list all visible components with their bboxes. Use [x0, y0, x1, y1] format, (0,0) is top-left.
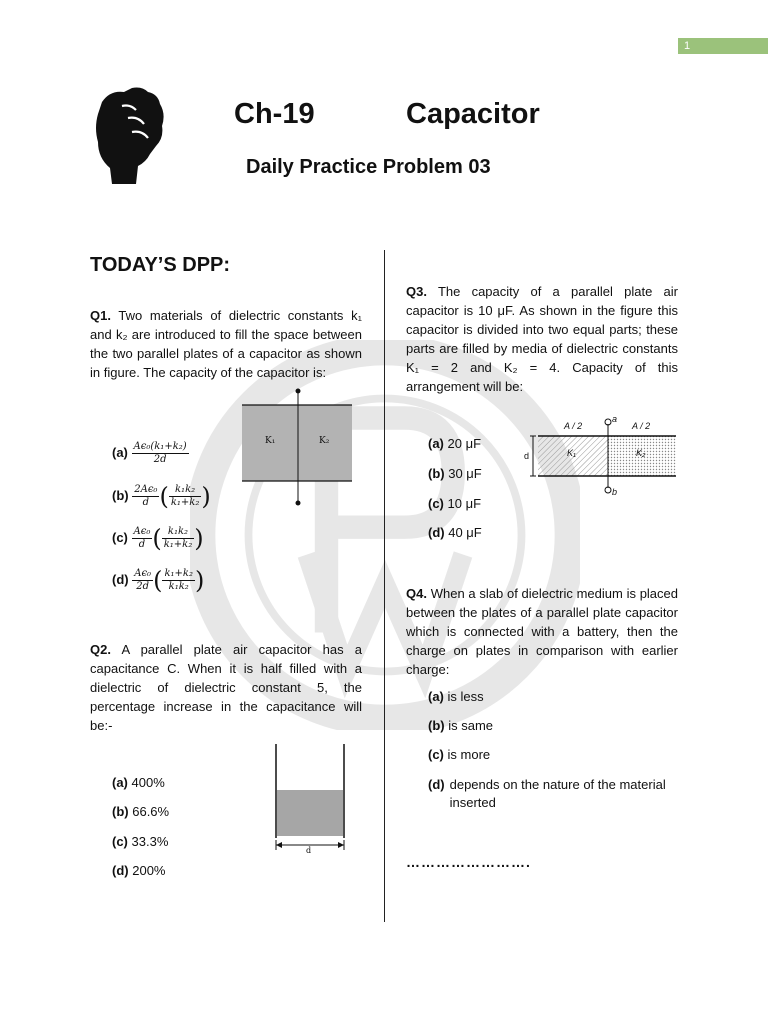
q1-option-b-label: (b) — [112, 487, 129, 503]
q1-option-d-label: (d) — [112, 571, 129, 587]
q4-option-c-label: (c) — [428, 747, 444, 762]
question-4-number: Q4. — [406, 586, 427, 601]
q3-option-d-label: (d) — [428, 525, 445, 540]
q1-figure-label-k2: K₂ — [319, 436, 330, 446]
q3-option-b-text: 30 μF — [448, 466, 482, 481]
question-2 — [90, 640, 362, 735]
column-divider — [384, 250, 385, 922]
q1-option-a-numerator: Aϵ₀(k₁+k₂) — [133, 441, 187, 452]
q2-option-d[interactable] — [112, 862, 165, 880]
q1-option-b[interactable]: (b) $\frac{\text{2Aϵ₀}}{d}$ ( $\frac{\text{k₁k₂}}{\text{k₁+k₂}}$ ) — [112, 482, 211, 511]
q3-figure — [520, 414, 680, 502]
q1-option-c-numerator: k₁k₂ — [162, 526, 195, 539]
q3-figure-label-half-left: A / 2 — [564, 421, 583, 431]
question-4 — [406, 584, 678, 679]
q3-option-d[interactable] — [428, 524, 482, 542]
q4-option-b[interactable] — [428, 717, 493, 735]
q4-option-d[interactable] — [428, 776, 682, 812]
q1-option-d-coef-num: Aϵ₀ — [134, 568, 152, 579]
q3-option-b[interactable] — [428, 465, 482, 483]
q1-option-a-label: (a) — [112, 444, 128, 460]
q1-option-d-denominator: k₁k₂ — [168, 581, 189, 592]
q2-option-a[interactable] — [112, 774, 165, 792]
q4-option-a-label: (a) — [428, 689, 444, 704]
q2-option-b[interactable] — [112, 803, 169, 821]
q3-figure-label-a: a — [612, 414, 618, 424]
q2-option-c-text: 33.3% — [131, 834, 169, 849]
question-1 — [90, 306, 362, 382]
q3-figure-label-d: d — [524, 451, 530, 461]
q1-option-a-denominator: 2d — [153, 454, 167, 465]
q2-option-d-text: 200% — [132, 863, 166, 878]
fist-logo-icon — [92, 84, 166, 186]
q3-figure-label-half-right: A / 2 — [632, 421, 651, 431]
q1-option-b-denominator: k₁+k₂ — [170, 497, 200, 508]
q1-option-d[interactable]: (d) $\frac{\text{Aϵ₀}}{2d}$ ( $\frac{\text{k₁+k₂}}{\text{k₁k₂}}$ ) — [112, 566, 205, 595]
q1-option-a[interactable] — [112, 441, 189, 466]
question-2-text: A parallel plate air capacitor has a capacitance C. When it is half filled with a dielectric of dielectric constant 5, the percentage increase in the capacitance will be:- — [90, 642, 362, 733]
q1-option-c[interactable]: (c) $\frac{\text{Aϵ₀}}{d}$ ( $\frac{\text{k₁k₂}}{\text{k₁+k₂}}$ ) — [112, 524, 204, 553]
q2-option-a-label: (a) — [112, 775, 128, 790]
q3-figure-label-k1: K₁ — [567, 448, 576, 458]
q3-option-c-label: (c) — [428, 496, 444, 511]
chapter-title: Capacitor — [406, 98, 540, 130]
q3-option-a-label: (a) — [428, 436, 444, 451]
q1-figure — [240, 385, 356, 511]
q3-figure-label-k2: K₂ — [636, 448, 646, 458]
q3-option-b-label: (b) — [428, 466, 445, 481]
q1-option-b-coef-num: 2Aϵ₀ — [134, 484, 158, 495]
q4-option-b-text: is same — [448, 718, 494, 733]
q4-option-c-text: is more — [447, 747, 491, 762]
q2-option-b-label: (b) — [112, 804, 129, 819]
q2-option-c-label: (c) — [112, 834, 128, 849]
chapter-number: Ch-19 — [234, 98, 315, 130]
section-heading: TODAY’S DPP: — [90, 254, 231, 276]
q4-option-d-text: depends on the nature of the material inserted — [449, 777, 666, 810]
q2-option-a-text: 400% — [131, 775, 165, 790]
q4-option-a-text: is less — [447, 689, 484, 704]
end-dots: ……………………. — [406, 854, 531, 870]
question-2-number: Q2. — [90, 642, 111, 657]
q1-option-c-label: (c) — [112, 529, 128, 545]
q1-option-b-coef-den: d — [142, 497, 150, 508]
q1-option-d-numerator: k₁+k₂ — [164, 568, 193, 579]
question-3 — [406, 282, 678, 396]
q3-option-c[interactable] — [428, 495, 481, 513]
q1-option-b-numerator: k₁k₂ — [169, 484, 202, 497]
question-4-text: When a slab of dielectric medium is placed between the plates of a parallel plate capacitor which is connected with a battery, then the charge on plates in comparison with earlier charge: — [406, 586, 678, 677]
q1-option-c-denominator: k₁+k₂ — [163, 539, 193, 550]
q2-option-b-text: 66.6% — [132, 804, 170, 819]
q3-option-a-text: 20 μF — [447, 436, 482, 451]
q1-figure-label-k1: K₁ — [265, 436, 276, 446]
q1-option-c-coef-den: d — [138, 539, 146, 550]
page-subtitle: Daily Practice Problem 03 — [246, 156, 491, 178]
q1-option-c-coef-num: Aϵ₀ — [133, 526, 151, 537]
question-1-number: Q1. — [90, 308, 111, 323]
page-number-badge: 1 — [678, 38, 768, 54]
question-3-number: Q3. — [406, 284, 427, 299]
q3-option-d-text: 40 μF — [448, 525, 482, 540]
q2-option-d-label: (d) — [112, 863, 129, 878]
q2-figure — [270, 742, 350, 860]
q3-option-a[interactable] — [428, 435, 481, 453]
q2-option-c[interactable] — [112, 833, 168, 851]
question-3-text: The capacity of a parallel plate air capacitor is 10 μF. As shown in the figure this capacitor is divided into two equal parts; these parts are filled by media of dielectric constants K₁ = 2 and K₂ = 4. Capacity of this arrangement will be: — [406, 284, 678, 394]
q4-option-a[interactable] — [428, 688, 484, 706]
q3-figure-label-b: b — [612, 487, 618, 497]
question-1-text: Two materials of dielectric constants k₁ and k₂ are introduced to fill the space between the two parallel plates of a capacitor as shown in figure. The capacity of the capacitor is: — [90, 308, 362, 380]
q3-option-c-text: 10 μF — [447, 496, 482, 511]
q4-option-c[interactable] — [428, 746, 490, 764]
q1-option-d-coef-den: 2d — [136, 581, 150, 592]
q4-option-b-label: (b) — [428, 718, 445, 733]
q4-option-d-label: (d) — [428, 777, 445, 792]
q2-figure-label-d: d — [306, 846, 312, 855]
